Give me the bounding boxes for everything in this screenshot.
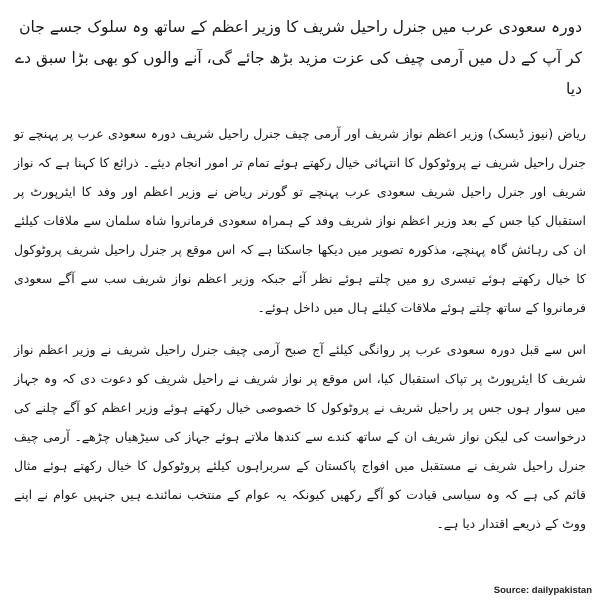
article-paragraph-1: ریاض (نیوز ڈیسک) وزیر اعظم نواز شریف اور آرمی چیف جنرل راحیل شریف دورہ سعودی عرب پر پہنچے تو جنرل راحیل شریف نے پروٹوکول کا انتہائی خیال رکھتے ہوئے تمام تر امور انجام دیئے۔ ذرائع کا کہنا ہے کہ نواز شریف اور جنرل راحیل شریف سعودی عرب پہنچے تو گورنر ریاض نے وزیر اعظم اور وفد کا ایئرپورٹ پر استقبال کیا جس کے بعد وزیر اعظم نواز شریف وفد کے ہمراہ سعودی فرمانروا شاہ سلمان سے ملاقات کیلئے ان کی رہائش گاہ پہنچے، مذکورہ تصویر میں دیکھا جاسکتا ہے کہ اس موقع پر جنرل راحیل شریف پروٹوکول کا خیال رکھتے ہوئے تیسری رو میں چلتے ہوئے نظر آئے جبکہ وزیر اعظم نواز شریف سب سے آگے سعودی فرمانروا کے ساتھ چلتے ہوئے ملاقات کیلئے ہال میں داخل ہوئے۔ — [14, 126, 586, 315]
source-credit: Source: dailypakistan — [493, 585, 592, 596]
article — [14, 12, 586, 588]
article-paragraph-2: اس سے قبل دورہ سعودی عرب پر روانگی کیلئے آج صبح آرمی چیف جنرل راحیل شریف نے وزیر اعظم نواز شریف کا ایئرپورٹ پر تپاک استقبال کیا، اس موقع پر نواز شریف نے راحیل شریف کو دعوت دی کہ وہ جہاز میں سوار ہوں جس پر راحیل شریف نے پروٹوکول کا خصوصی خیال رکھتے ہوئے وزیر اعظم کو آگے چلنے کی درخواست کی لیکن نواز شریف ان کے ساتھ کندے سے کندھا ملاتے ہوئے جہاز کی سیڑھیاں چڑھے۔ آرمی چیف جنرل راحیل شریف نے مستقبل میں افواج پاکستان کے سربراہوں کیلئے پروٹوکول کا خیال رکھتے ہوئے مثال قائم کی ہے کہ وہ سیاسی قیادت کو آگے رکھیں کیونکہ یہ عوام کے منتخب نمائندے ہیں جنہیں عوام نے اپنے ووٹ کے ذریعے اقتدار دیا ہے۔ — [14, 342, 586, 531]
article-headline: دورہ سعودی عرب میں جنرل راحیل شریف کا وزیر اعظم کے ساتھ وہ سلوک جسے جان کر آپ کے دل میں آرمی چیف کی عزت مزید بڑھ جائے گی، آنے والوں کو بھی بڑا سبق دے دیا — [15, 18, 582, 98]
